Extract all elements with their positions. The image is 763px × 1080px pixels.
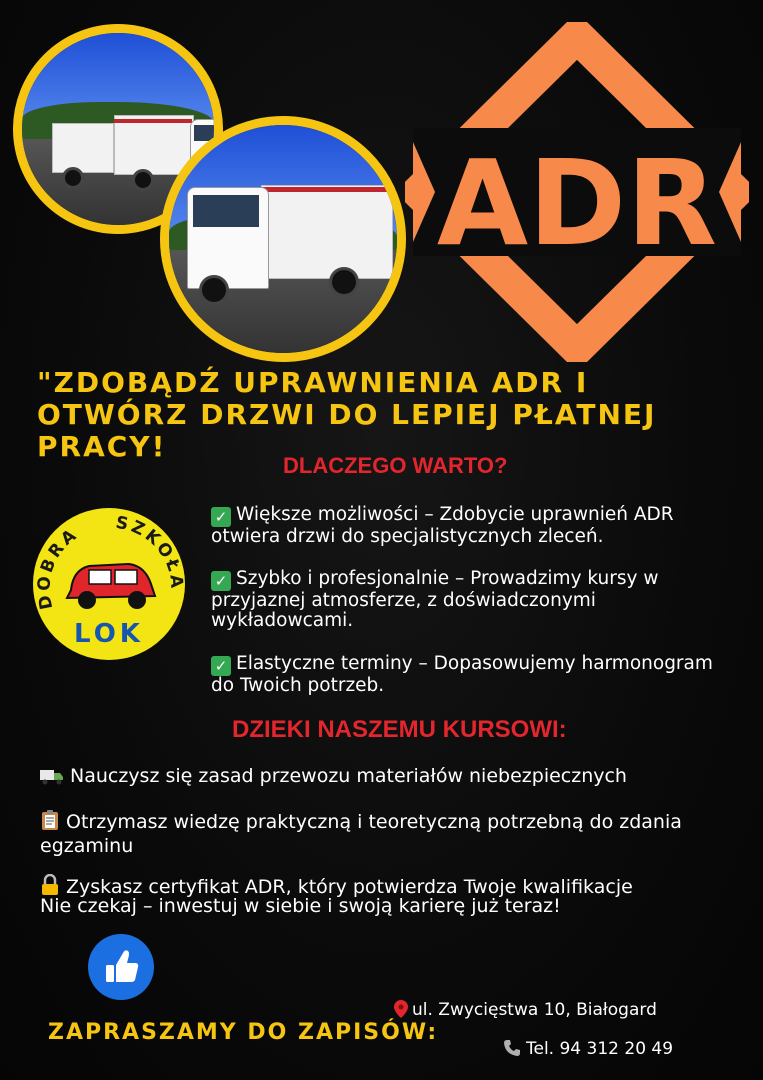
truck-photo-2: [160, 116, 406, 362]
truck-icon: [40, 767, 64, 790]
benefit-1: ✓ Większe możliwości – Zdobycie uprawnień ADR otwiera drzwi do specjalistycznych zleceń.: [211, 504, 674, 547]
adr-logo-text: ADR: [436, 134, 718, 272]
adr-logo: [405, 22, 749, 362]
closing-line: Nie czekaj – inwestuj w siebie i swoją karierę już teraz!: [40, 895, 561, 917]
thumbs-up-icon: [88, 934, 154, 1000]
benefit-3: ✓ Elastyczne terminy – Dopasowujemy harmonogram do Twoich potrzeb.: [211, 653, 713, 696]
course-point-1: Nauczysz się zasad przewozu materiałów niebezpiecznych: [40, 766, 740, 790]
like-button[interactable]: [88, 934, 154, 1000]
cta-text: ZAPRASZAMY DO ZAPISÓW:: [48, 1020, 439, 1045]
phone: Tel. 94 312 20 49: [503, 1039, 673, 1062]
location-pin-icon: [394, 1000, 408, 1023]
school-logo-line1: DOBRA: [34, 523, 83, 612]
school-logo-line3: LOK: [74, 619, 144, 649]
phone-icon: [503, 1039, 521, 1062]
clipboard-icon: [40, 809, 60, 836]
adr-diamond-icon: [405, 22, 749, 362]
check-icon: ✓: [211, 507, 231, 527]
check-icon: ✓: [211, 571, 231, 591]
address: ul. Zwycięstwa 10, Białogard: [394, 1000, 657, 1023]
car-icon: [67, 564, 155, 609]
course-point-3: Zyskasz certyfikat ADR, który potwierdza Twoje kwalifikacje: [40, 874, 740, 901]
check-icon: ✓: [211, 656, 231, 676]
why-title: DLACZEGO WARTO?: [283, 453, 508, 478]
headline: "ZDOBĄDŹ UPRAWNIENIA ADR I OTWÓRZ DRZWI DO LEPIEJ PŁATNEJ PRACY!: [37, 366, 657, 463]
benefit-2: ✓ Szybko i profesjonalnie – Prowadzimy kursy w przyjaznej atmosferze, z doświadczonymi wykładowcami.: [211, 568, 659, 631]
course-point-2: Otrzymasz wiedzę praktyczną i teoretyczną potrzebną do zdania egzaminu: [40, 811, 682, 857]
course-title: DZIEKI NASZEMU KURSOWI:: [232, 716, 567, 743]
school-logo: [33, 508, 185, 660]
school-logo-line2: SZKOŁA: [114, 512, 185, 592]
